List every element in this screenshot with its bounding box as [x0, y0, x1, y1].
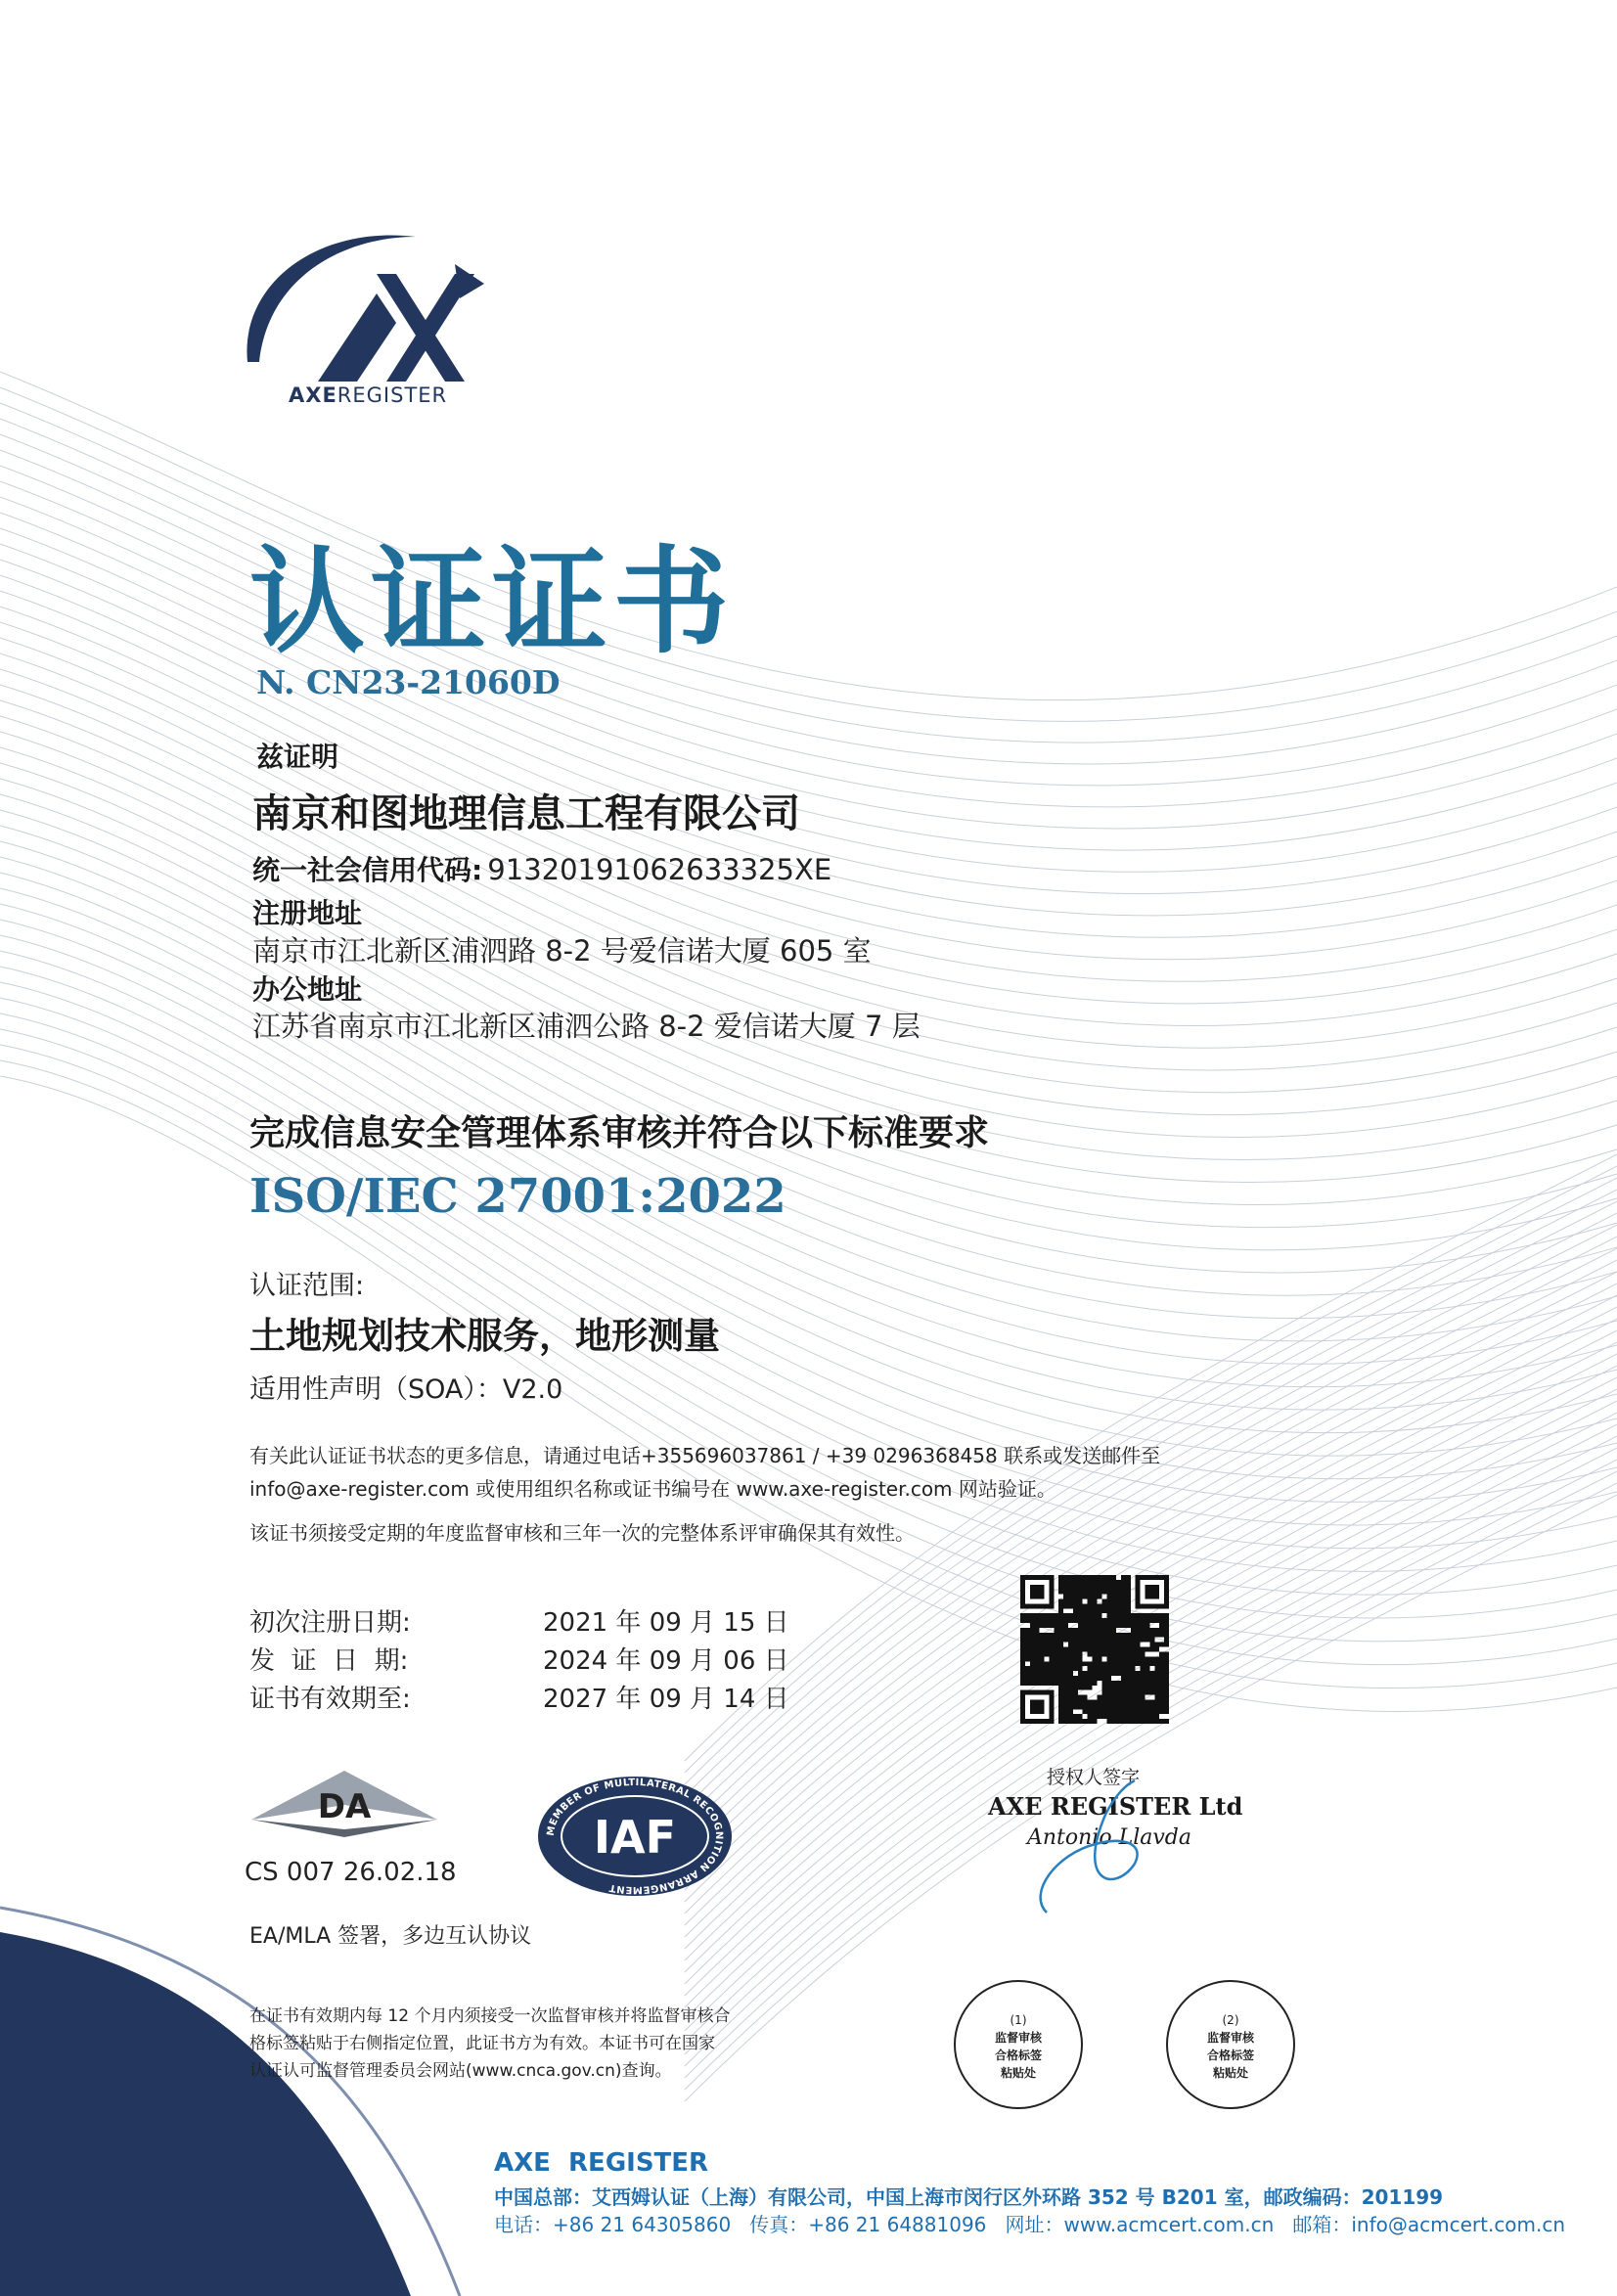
- iaf-mark-text: IAF: [593, 1811, 677, 1864]
- stamp-2-num: (2): [1222, 2013, 1239, 2027]
- scope-label: 认证范围:: [249, 1271, 365, 1301]
- certificate-title: 认证证书: [249, 534, 736, 669]
- stamp-2-line2: 合格标签: [1206, 2048, 1254, 2062]
- stamp-2-line3: 粘贴处: [1212, 2066, 1248, 2080]
- footer-hq-address: 中国总部：艾西姆认证（上海）有限公司，中国上海市闵行区外环路 352 号 B201 室，邮政编码：201199: [494, 2185, 1444, 2209]
- stamp-1-num: (1): [1010, 2013, 1027, 2027]
- iaf-ring-text: MEMBER OF MULTILATERAL RECOGNITION ARRANGEMENT: [545, 1777, 725, 1896]
- company-name: 南京和图地理信息工程有限公司: [252, 791, 800, 836]
- notice-line-1: 在证书有效期内每 12 个月内须接受一次监督审核并将监督审核合: [249, 2006, 731, 2026]
- footer-contact: 电话：+86 21 64305860 传真：+86 21 64881096 网址：www.acmcert.com.cn 邮箱：info@acmcert.com.cn: [494, 2213, 1566, 2236]
- office-address-value: 江苏省南京市江北新区浦泗公路 8-2 爱信诺大厦 7 层: [252, 1010, 921, 1043]
- stamp-1-line2: 合格标签: [994, 2048, 1042, 2062]
- stamp-2-line1: 监督审核: [1206, 2031, 1254, 2045]
- axe-logo-icon: [230, 215, 504, 386]
- signature-label: 授权人签字: [1047, 1767, 1141, 1788]
- surveillance-stamp-2: [1166, 1980, 1295, 2109]
- date-label-issue: 发 证 日 期:: [249, 1646, 409, 1676]
- notice-line-2: 格标签粘贴于右侧指定位置，此证书方为有效。本证书可在国家: [249, 2034, 715, 2053]
- credit-code-label: 统一社会信用代码:: [252, 854, 483, 886]
- signature-name: Antonio Llavda: [1027, 1825, 1191, 1850]
- compliance-statement: 完成信息安全管理体系审核并符合以下标准要求: [249, 1113, 990, 1153]
- logo-brand-bold: AXE: [289, 383, 337, 407]
- navy-corner-shape: [0, 1932, 411, 2296]
- certify-label: 兹证明: [256, 741, 339, 773]
- office-address-label: 办公地址: [252, 973, 363, 1006]
- qr-code: [1020, 1575, 1169, 1724]
- registered-address-value: 南京市江北新区浦泗路 8-2 号爱信诺大厦 605 室: [252, 934, 872, 968]
- date-value-initial: 2021 年 09 月 15 日: [543, 1608, 789, 1638]
- info-line-3: 该证书须接受定期的年度监督审核和三年一次的完整体系评审确保其有效性。: [249, 1521, 915, 1545]
- da-accreditation-logo: [247, 1761, 452, 1859]
- credit-code: [252, 849, 831, 888]
- info-line-2: info@axe-register.com 或使用组织名称或证书编号在 www.axe-register.com 网站验证。: [249, 1477, 1056, 1501]
- da-code: CS 007 26.02.18: [245, 1858, 457, 1887]
- soa-statement: 适用性声明（SOA）：V2.0: [249, 1374, 563, 1405]
- date-value-expiry: 2027 年 09 月 14 日: [543, 1685, 789, 1714]
- handwritten-signature: [1017, 1776, 1164, 1922]
- da-mark-icon: [247, 1761, 442, 1849]
- logo-brand-light: REGISTER: [337, 383, 448, 407]
- date-label-initial: 初次注册日期:: [249, 1608, 411, 1638]
- date-label-expiry: 证书有效期至:: [249, 1685, 411, 1714]
- iaf-mark-icon: [536, 1775, 734, 1898]
- registered-address-label: 注册地址: [252, 897, 363, 929]
- date-value-issue: 2024 年 09 月 06 日: [543, 1646, 789, 1676]
- standard-title: ISO/IEC 27001:2022: [249, 1169, 786, 1224]
- credit-code-value: 91320191062633325XE: [487, 853, 832, 886]
- iaf-logo: [536, 1775, 734, 1898]
- surveillance-stamp-1: [954, 1980, 1083, 2109]
- footer-brand: AXE REGISTER: [494, 2148, 709, 2178]
- certificate-number: N. CN23-21060D: [256, 663, 561, 701]
- ea-mla-text: EA/MLA 签署，多边互认协议: [249, 1924, 532, 1949]
- stamp-1-line1: 监督审核: [994, 2031, 1042, 2045]
- scope-value: 土地规划技术服务，地形测量: [249, 1315, 720, 1357]
- stamp-1-line3: 粘贴处: [1000, 2066, 1036, 2080]
- axe-register-logo: [230, 215, 504, 421]
- notice-line-3: 认证认可监督管理委员会网站(www.cnca.gov.cn)查询。: [249, 2061, 672, 2081]
- da-mark-text: DA: [317, 1787, 372, 1826]
- info-line-1: 有关此认证证书状态的更多信息，请通过电话+355696037861 / +39 0296368458 联系或发送邮件至: [249, 1444, 1161, 1467]
- signature-company: AXE REGISTER Ltd: [988, 1792, 1243, 1821]
